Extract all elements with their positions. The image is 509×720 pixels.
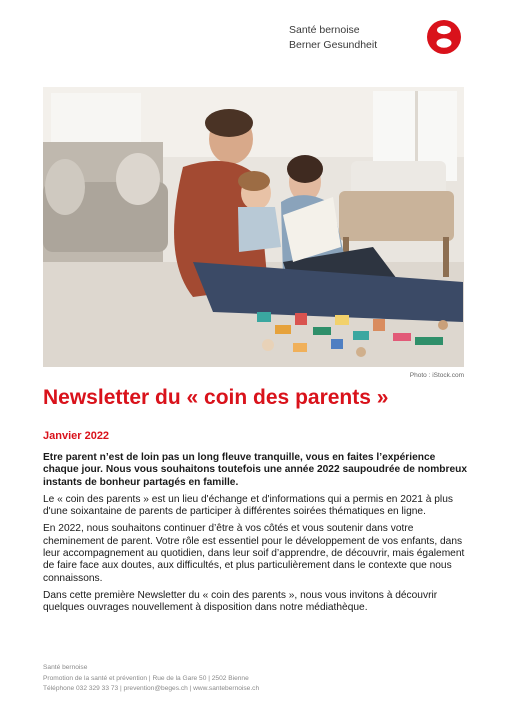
newsletter-title: Newsletter du « coin des parents » [43, 386, 389, 409]
sante-bernoise-logo-icon [426, 19, 462, 55]
footer-contact: Téléphone 032 329 33 73 | prevention@beges.ch | www.santebernoise.ch [43, 685, 260, 693]
footer [43, 663, 259, 695]
article-body [43, 452, 473, 620]
photo-credit: Photo : iStock.com [409, 372, 464, 379]
newsletter-date: Janvier 2022 [43, 430, 110, 442]
body-paragraph: En 2022, nous souhaitons continuer d’être à vos côtés et vous soutenir dans votre cheminement de parent. Votre rôle est essentiel pour le développement de vos enfants, dans leur accompagnement au quotidien, dans leur soif d’apprendre, de découvrir, mais également de faire face aux doutes, aux difficultés, et plus particulièrement dans le contexte que nous connaissons. [43, 523, 465, 584]
footer-org: Santé bernoise [43, 664, 88, 671]
logo-line-2: Berner Gesundheit [289, 39, 378, 51]
logo-text [289, 23, 424, 53]
body-paragraph: Dans cette première Newsletter du « coin des parents », nous vous invitons à découvrir quelques ouvrages nouvellement à disposition dans notre médiathèque. [43, 589, 438, 614]
logo-line-1: Santé bernoise [289, 24, 360, 36]
lead-paragraph: Etre parent n’est de loin pas un long fleuve tranquille, vous en faites l’expérience chaque jour. Nous vous souhaitons toutefois une année 2022 saupoudrée de nombreux instants de bonheur partagés en famille. [43, 452, 467, 488]
footer-address: Promotion de la santé et prévention | Rue de la Gare 50 | 2502 Bienne [43, 674, 249, 682]
body-paragraph: Le « coin des parents » est un lieu d'échange et d'informations qui a permis en 2021 à plus d'une soixantaine de parents de participer à différentes soirées thématiques en ligne. [43, 493, 453, 518]
family-photo [43, 87, 464, 367]
